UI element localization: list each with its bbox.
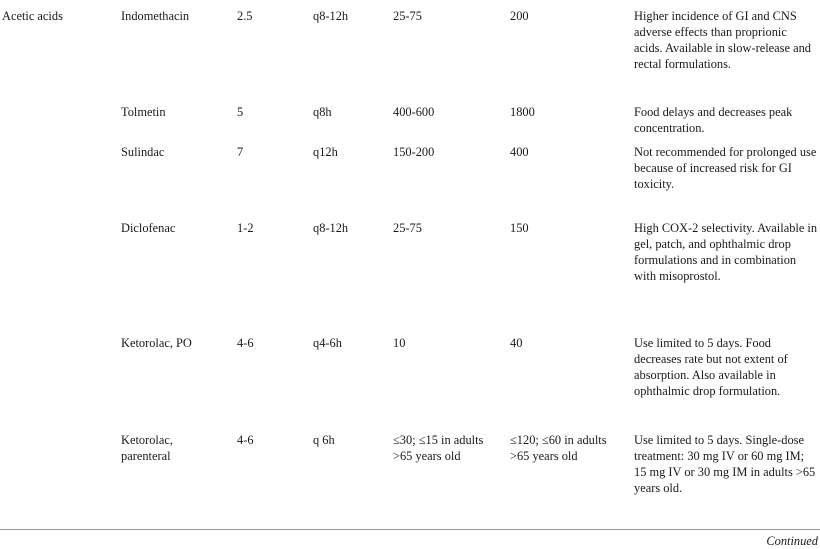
half-life: 5 [237, 105, 244, 119]
max-daily-dose: 150 [510, 221, 529, 235]
dosing-frequency: q4-6h [313, 336, 342, 350]
drug-class-label: Acetic acids [2, 9, 63, 23]
comments: Not recommended for prolonged use because of increased risk for GI toxicity. [634, 145, 817, 191]
dosing-frequency: q8-12h [313, 221, 349, 235]
usual-dose: 25-75 [393, 221, 422, 235]
comments: Use limited to 5 days. Single-dose treatment: 30 mg IV or 60 mg IM; 15 mg IV or 30 mg IM in adults >65 years old. [634, 433, 816, 495]
drug-name: Ketorolac, PO [121, 336, 192, 350]
dosing-frequency: q8-12h [313, 9, 349, 23]
max-daily-dose: ≤120; ≤60 in adults >65 years old [510, 433, 607, 463]
max-daily-dose: 40 [510, 336, 523, 350]
half-life: 4-6 [237, 433, 254, 447]
table-bottom-rule [0, 529, 820, 530]
drug-name: Sulindac [121, 145, 165, 159]
usual-dose: 25-75 [393, 9, 422, 23]
usual-dose: 150-200 [393, 145, 435, 159]
comments: Use limited to 5 days. Food decreases rate but not extent of absorption. Also available in ophthalmic drop formulation. [634, 336, 788, 398]
drug-name: Ketorolac, parenteral [121, 433, 173, 463]
max-daily-dose: 400 [510, 145, 529, 159]
half-life: 7 [237, 145, 244, 159]
drug-name: Tolmetin [121, 105, 166, 119]
dosing-frequency: q12h [313, 145, 338, 159]
max-daily-dose: 200 [510, 9, 529, 23]
half-life: 1-2 [237, 221, 254, 235]
usual-dose: ≤30; ≤15 in adults >65 years old [393, 433, 484, 463]
max-daily-dose: 1800 [510, 105, 535, 119]
dosing-frequency: q 6h [313, 433, 335, 447]
usual-dose: 10 [393, 336, 406, 350]
comments: Food delays and decreases peak concentration. [634, 105, 793, 135]
half-life: 4-6 [237, 336, 254, 350]
drug-name: Indomethacin [121, 9, 190, 23]
drug-name: Diclofenac [121, 221, 176, 235]
half-life: 2.5 [237, 9, 253, 23]
usual-dose: 400-600 [393, 105, 435, 119]
continued-note: Continued [766, 534, 818, 548]
comments: Higher incidence of GI and CNS adverse effects than proprionic acids. Available in slow-release and rectal formulations. [634, 9, 811, 71]
dosing-frequency: q8h [313, 105, 332, 119]
comments: High COX-2 selectivity. Available in gel, patch, and ophthalmic drop formulations and in combination with misoprostol. [634, 221, 818, 283]
